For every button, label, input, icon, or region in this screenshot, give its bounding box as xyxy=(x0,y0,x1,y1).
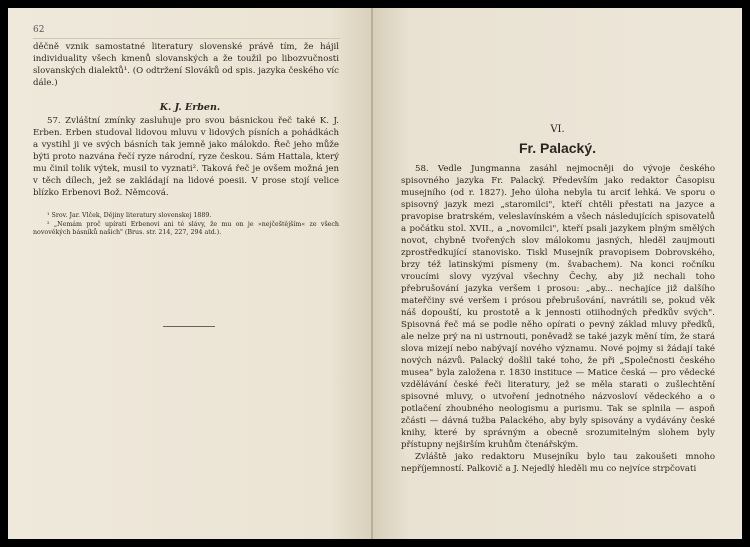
footnote-2: ² „Nemám proč upírati Erbenovi ani té slávy, že mu on je »nejčeštějším« ze všech novověkých básníků našich" (Brus. str. 214, 227, 294 atd.). xyxy=(33,220,339,237)
chapter-title: Fr. Palacký. xyxy=(518,140,597,156)
continuation-paragraph xyxy=(33,41,339,89)
paragraph-58 xyxy=(401,163,715,475)
header-rule xyxy=(33,38,340,39)
chapter-number: VI. xyxy=(550,124,565,135)
paragraph-57-text: 57. Zvláštní zmínky zasluhuje pro svou básnickou řeč také K. J. Erben. Erben studoval lidovou mluvu v lidových písních a pohádkách a vystihl ji ve svých básních tak jemně jako málokdo. Řeč jeho může býti proto nazvána řečí ryze národní, ryze českou. Sám Hattala, který mu činil tolik výtek, musil to vyznati². Taková řeč je ovšem možná jen v těch dílech, jež se zakládají na lidové poesii. V prose stojí velice blízko Erbenovi Bož. Němcová. xyxy=(33,116,339,198)
right-page xyxy=(373,8,742,539)
paragraph-57 xyxy=(33,115,339,199)
paragraph-continuation: Zvláště jako redaktoru Musejníku bylo tau zakoušeti mnoho nepříjemností. Palkovič a J. Nejedlý hleděli mu co nejvíce strpčovati xyxy=(401,452,715,474)
continuation-text: děčně vznik samostatné literatury slovenské právě tím, že hájil individuality všech kmenů slovanských a že toužil po libozvučnosti slovanských dialektů¹. (O odtržení Slováků od spis. jazyka českého víc dále.) xyxy=(33,42,339,88)
book-spread xyxy=(8,8,742,539)
page-number: 62 xyxy=(33,25,45,35)
section-separator xyxy=(163,326,215,327)
left-page xyxy=(8,8,372,539)
paragraph-58-text: 58. Vedle Jungmanna zasáhl nejmocněji do vývoje českého spisovného jazyka Fr. Palacký. Především jako redaktor Časopisu musejního (od r. 1827). Jeho úloha nebyla tu arciť lehká. Ve sporu o spisovný jazyk mezi „staromilci", kteří chtěli přestati na jazyce a pravopise bratrském, veleslavínském a všech následujících spisovatelů a počátku stol. XVII., a „novomilci", kteří psali jazykem plným smělých novot, chybně tvořených slov málokomu jasných, hleděl zaujmouti zprostředkující stanovisko. Tiskl Musejník pravopisem Dobrovského, brzy též latinskými písmeny (m. švabachem). Na konci ročníku vroucími slovy vyzýval všechny Čechy, aby již nechali toho přebrušování jazyka veršem i prosou: „aby... nechajíce již dalšího mateřčiny své veršem i prósou přebrušování, navrátili se, pokud věk náš dopouští, ku prostotě a k jennosti otiihodných předkův svých". Spisovná řeč má se podle něho opírati o pevný základ mluvy předků, ale nelze prý na ni ustrnouti, poněvadž se také jazyk mění tím, že stará slova mizejí nebo nabývají nového významu. Nové pojmy si žádají také nových názvů. Palacký došlil také toho, že při „Společnosti českého musea" byla založena r. 1830 instituce — Matice česká — pro vědecké vzdělávání české řeči literatury, jež se měla starati o zušlechtění spisovné mluvy, o utvoření jednotného názvosloví vědeckého a o potlačení zhoubného neologismu a purismu. Tak se splnila — aspoň zčásti — dávná tužba Palackého, aby byly spisovány a vydávány české knihy, které by správným a obecně srozumitelným slohem byly přístupny nejširším kruhům čtenářským. xyxy=(401,164,715,450)
section-heading: K. J. Erben. xyxy=(159,102,221,113)
footnote-1: ¹ Srov. Jar. Vlček, Dějiny literatury slovenskej 1889. xyxy=(47,212,212,219)
footnotes xyxy=(33,212,339,238)
